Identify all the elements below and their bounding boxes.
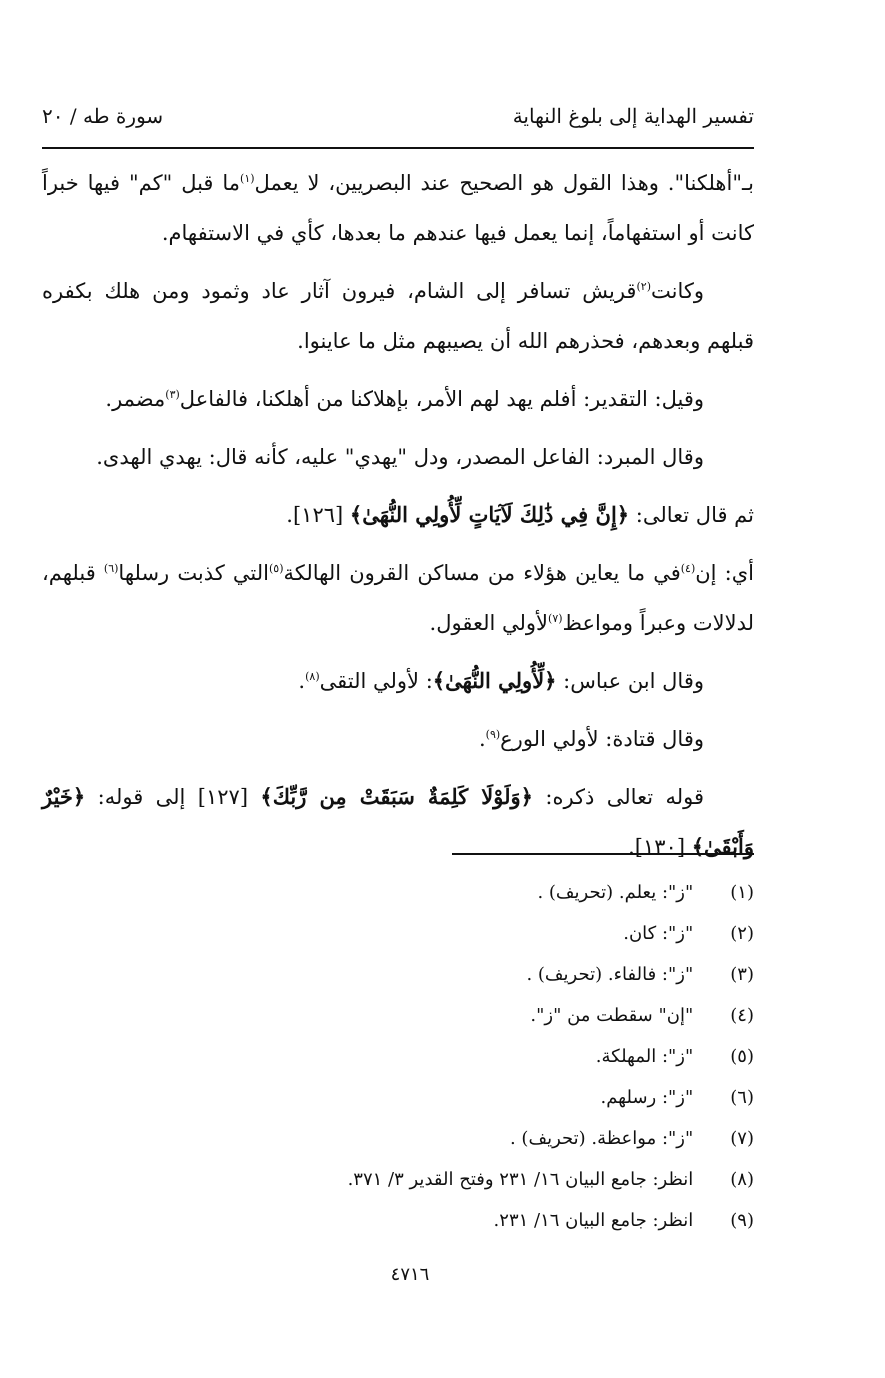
footnote-ref: (٤) bbox=[680, 562, 696, 575]
surah-label: سورة طه / ٢٠ bbox=[42, 104, 164, 128]
main-text bbox=[42, 158, 754, 880]
footnote-text: "ز": المهلكة. bbox=[595, 1046, 694, 1067]
quran-verse: ﴿إِنَّ فِي ذَٰلِكَ لَآيَاتٍ لِّأُولِي النُّهَىٰ﴾ bbox=[349, 502, 630, 527]
footnote-text: "ز": مواعظة. (تحريف) . bbox=[509, 1128, 694, 1149]
footnote-ref: (١) bbox=[240, 172, 255, 185]
paragraph: ثم قال تعالى: ﴿إِنَّ فِي ذَٰلِكَ لَآيَاتٍ لِّأُولِي النُّهَىٰ﴾ [١٢٦]. bbox=[286, 502, 754, 527]
footnote-item bbox=[42, 995, 754, 1036]
footnote-text: انظر: جامع البيان ١٦/ ٢٣١. bbox=[493, 1210, 694, 1231]
footnote-text: "ز": فالفاء. (تحريف) . bbox=[526, 964, 694, 985]
paragraph: وقيل: التقدير: أفلم يهد لهم الأمر، بإهلاكنا من أهلكنا، فالفاعل$^{(٣)}$مضمر. bbox=[105, 387, 704, 411]
quran-verse: ﴿لِّأُولِي النُّهَىٰ﴾ bbox=[432, 668, 557, 693]
footnote-number: (٧) bbox=[730, 1128, 754, 1149]
paragraph: بـ"أهلكنا". وهذا القول هو الصحيح عند البصريين، لا يعمل$^{(١)}$ما قبل "كم" فيها خبراً كانت أو استفهاماً، إنما يعمل فيها عندهم ما بعدها، كأي في الاستفهام. bbox=[42, 171, 754, 245]
paragraph: أي: إن$^{(٤)}$في ما يعاين هؤلاء من مساكن القرون الهالكة$^{(٥)}$التي كذبت رسلها$^{(٦)}$ قبلهم، لدلالات وعبراً ومواعظ$^{(٧)}$لأولي العقول. bbox=[42, 561, 754, 635]
footnote-number: (١) bbox=[730, 882, 754, 903]
footnote-number: (٤) bbox=[730, 1005, 754, 1026]
footnote-number: (٣) bbox=[730, 964, 754, 985]
footnote-ref: (٣) bbox=[165, 388, 180, 401]
footnote-item bbox=[42, 954, 754, 995]
footnote-ref: (٢) bbox=[636, 280, 651, 293]
footnotes bbox=[42, 872, 754, 1241]
footnote-ref: (٨) bbox=[305, 670, 320, 683]
footnote-text: "ز": رسلهم. bbox=[600, 1087, 694, 1108]
quran-verse: ﴿خَيْرٌ وَأَبْقَىٰ﴾ bbox=[42, 784, 754, 859]
footnote-item bbox=[42, 1036, 754, 1077]
footnote-ref: (٦) bbox=[103, 562, 119, 575]
footnote-number: (٦) bbox=[730, 1087, 754, 1108]
footnote-item bbox=[42, 1159, 754, 1200]
book-title: تفسير الهداية إلى بلوغ النهاية bbox=[512, 104, 754, 128]
footnote-item bbox=[42, 1118, 754, 1159]
footnote-number: (٨) bbox=[730, 1169, 754, 1190]
footnote-ref: (٧) bbox=[548, 612, 563, 625]
paragraph: وقال قتادة: لأولي الورع$^{(٩)}$. bbox=[478, 727, 704, 751]
footnote-item bbox=[42, 1077, 754, 1118]
footnote-item bbox=[42, 913, 754, 954]
paragraph: وقال المبرد: الفاعل المصدر، ودل "يهدي" عليه، كأنه قال: يهدي الهدى. bbox=[96, 445, 704, 469]
footnote-number: (٢) bbox=[730, 923, 754, 944]
footnote-number: (٥) bbox=[730, 1046, 754, 1067]
paragraph: وكانت$^{(٢)}$قريش تسافر إلى الشام، فيرون آثار عاد وثمود ومن هلك بكفره قبلهم وبعدهم، فحذرهم الله أن يصيبهم مثل ما عاينوا. bbox=[42, 279, 754, 353]
paragraph: وقال ابن عباس: ﴿لِّأُولِي النُّهَىٰ﴾: لأولي التقى$^{(٨)}$. bbox=[298, 668, 704, 693]
footnote-text: "ز": يعلم. (تحريف) . bbox=[537, 882, 694, 903]
footnote-ref: (٥) bbox=[269, 562, 284, 575]
footnote-number: (٩) bbox=[730, 1210, 754, 1231]
quran-verse: ﴿وَلَوْلَا كَلِمَةٌ سَبَقَتْ مِن رَّبِّكَ﴾ bbox=[260, 784, 533, 809]
footnote-item bbox=[42, 1200, 754, 1241]
footnote-text: انظر: جامع البيان ١٦/ ٢٣١ وفتح القدير ٣/ ٣٧١. bbox=[347, 1169, 694, 1190]
paragraph: قوله تعالى ذكره: ﴿وَلَوْلَا كَلِمَةٌ سَبَقَتْ مِن رَّبِّكَ﴾ [١٢٧] إلى قوله: ﴿خَيْرٌ وَأَبْقَىٰ﴾ [١٣٠]. bbox=[42, 784, 754, 859]
footnote-text: "إن" سقطت من "ز". bbox=[530, 1005, 694, 1026]
footnote-ref: (٩) bbox=[485, 728, 501, 741]
header-divider bbox=[42, 147, 754, 149]
footnote-item bbox=[42, 872, 754, 913]
footnote-divider bbox=[452, 853, 754, 855]
footnote-text: "ز": كان. bbox=[623, 923, 694, 944]
page-number: ٤٧١٦ bbox=[390, 1264, 430, 1285]
page-header bbox=[42, 104, 754, 140]
